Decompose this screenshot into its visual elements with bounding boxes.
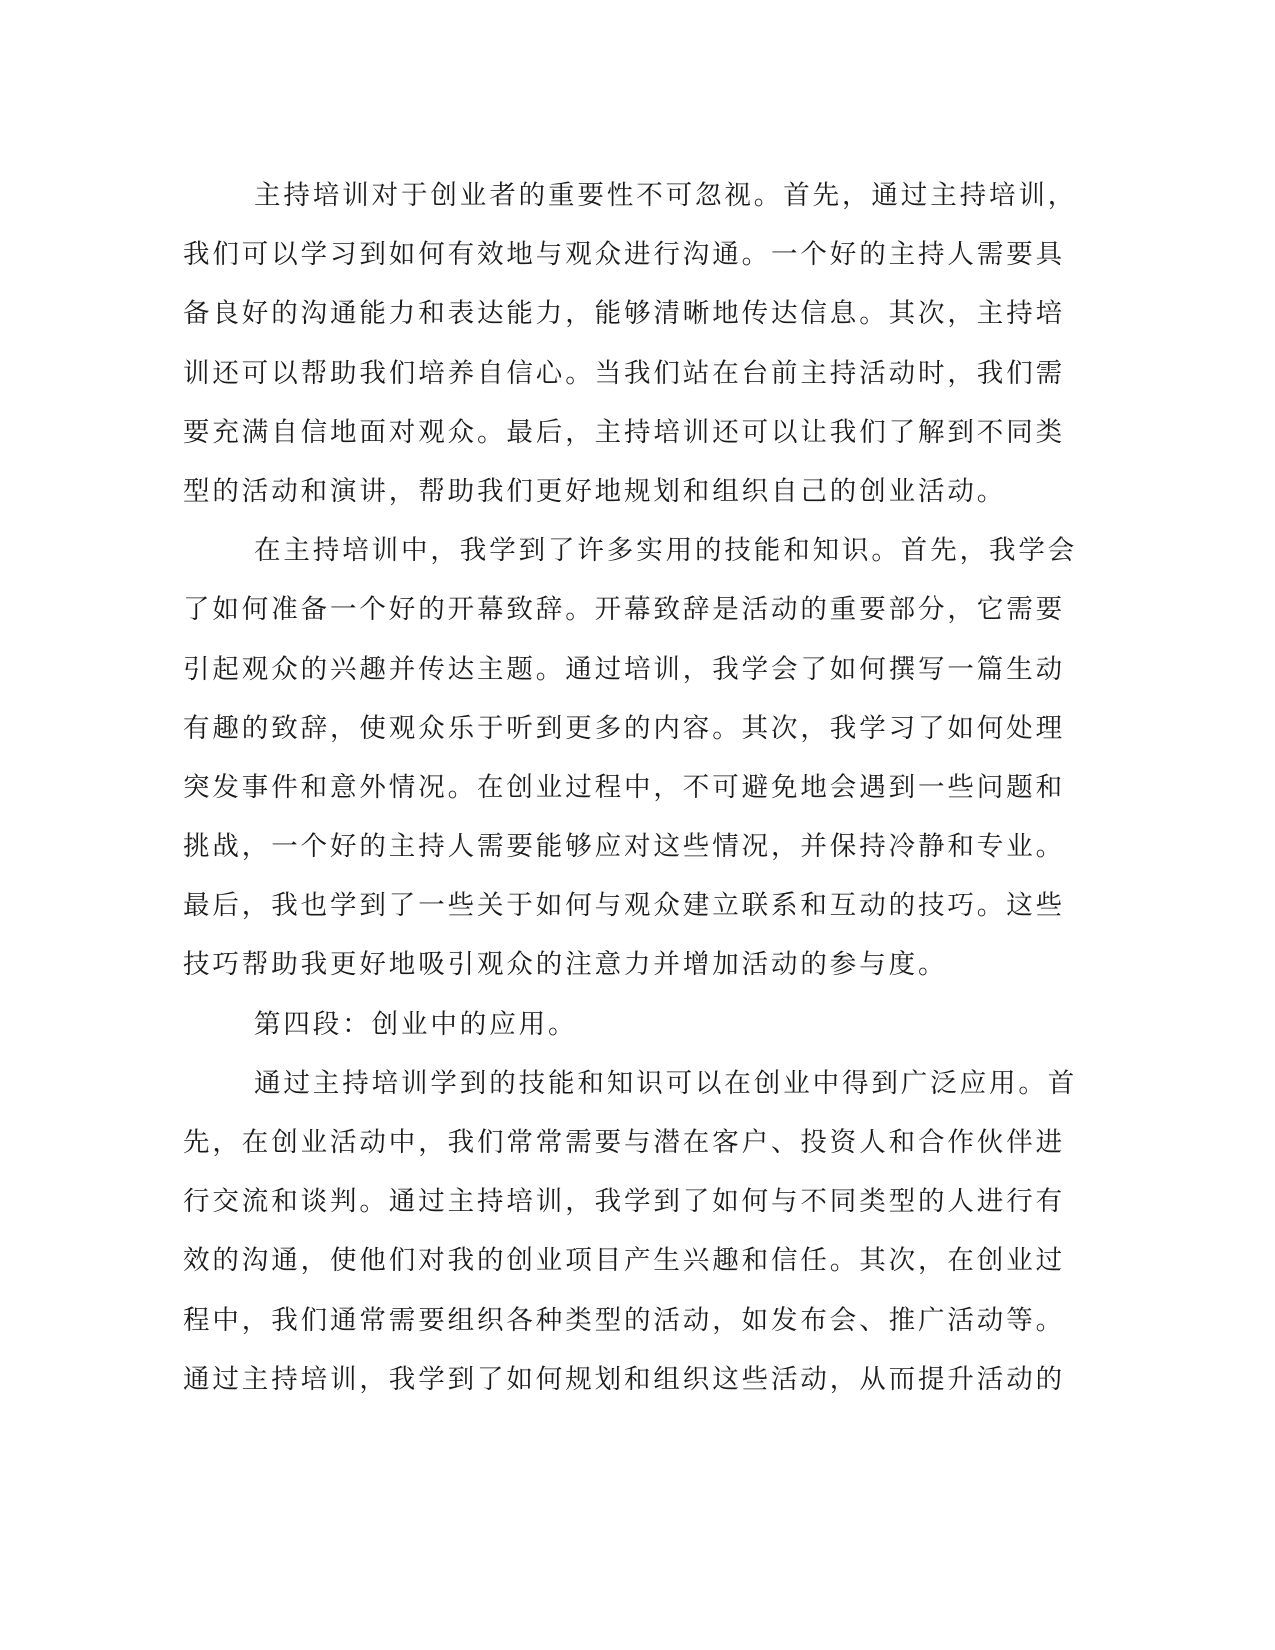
paragraph-line: 效的沟通，使他们对我的创业项目产生兴趣和信任。其次，在创业过 bbox=[183, 1245, 1065, 1277]
paragraph-line: 通过主持培训，我学到了如何规划和组织这些活动，从而提升活动的 bbox=[183, 1363, 1065, 1395]
paragraph-line: 最后，我也学到了一些关于如何与观众建立联系和互动的技巧。这些 bbox=[183, 890, 1065, 922]
paragraph-line: 了如何准备一个好的开幕致辞。开幕致辞是活动的重要部分，它需要 bbox=[183, 594, 1065, 626]
paragraph-line: 训还可以帮助我们培养自信心。当我们站在台前主持活动时，我们需 bbox=[183, 357, 1065, 389]
paragraph-line: 有趣的致辞，使观众乐于听到更多的内容。其次，我学习了如何处理 bbox=[183, 712, 1065, 744]
paragraph-line: 技巧帮助我更好地吸引观众的注意力并增加活动的参与度。 bbox=[183, 949, 948, 981]
body-text bbox=[183, 166, 1078, 1409]
paragraph-line: 行交流和谈判。通过主持培训，我学到了如何与不同类型的人进行有 bbox=[183, 1186, 1065, 1218]
paragraph-line: 主持培训对于创业者的重要性不可忽视。首先，通过主持培训， bbox=[254, 180, 1078, 211]
paragraph-line: 程中，我们通常需要组织各种类型的活动，如发布会、推广活动等。 bbox=[183, 1304, 1065, 1336]
paragraph-line: 通过主持培训学到的技能和知识可以在创业中得到广泛应用。首 bbox=[254, 1067, 1078, 1099]
paragraph-line: 型的活动和演讲，帮助我们更好地规划和组织自己的创业活动。 bbox=[183, 475, 1007, 507]
paragraph-line: 要充满自信地面对观众。最后，主持培训还可以让我们了解到不同类 bbox=[183, 416, 1065, 448]
paragraph-line: 引起观众的兴趣并传达主题。通过培训，我学会了如何撰写一篇生动 bbox=[183, 653, 1065, 685]
paragraph-line: 挑战，一个好的主持人需要能够应对这些情况，并保持冷静和专业。 bbox=[183, 831, 1065, 863]
paragraph-line: 我们可以学习到如何有效地与观众进行沟通。一个好的主持人需要具 bbox=[183, 239, 1065, 271]
paragraph-line: 先，在创业活动中，我们常常需要与潜在客户、投资人和合作伙伴进 bbox=[183, 1127, 1065, 1158]
section-heading: 第四段：创业中的应用。 bbox=[254, 1008, 578, 1040]
paragraph-line: 备良好的沟通能力和表达能力，能够清晰地传达信息。其次，主持培 bbox=[183, 298, 1065, 330]
paragraph-line: 在主持培训中，我学到了许多实用的技能和知识。首先，我学会 bbox=[254, 535, 1078, 567]
paragraph-line: 突发事件和意外情况。在创业过程中，不可避免地会遇到一些问题和 bbox=[183, 771, 1065, 803]
